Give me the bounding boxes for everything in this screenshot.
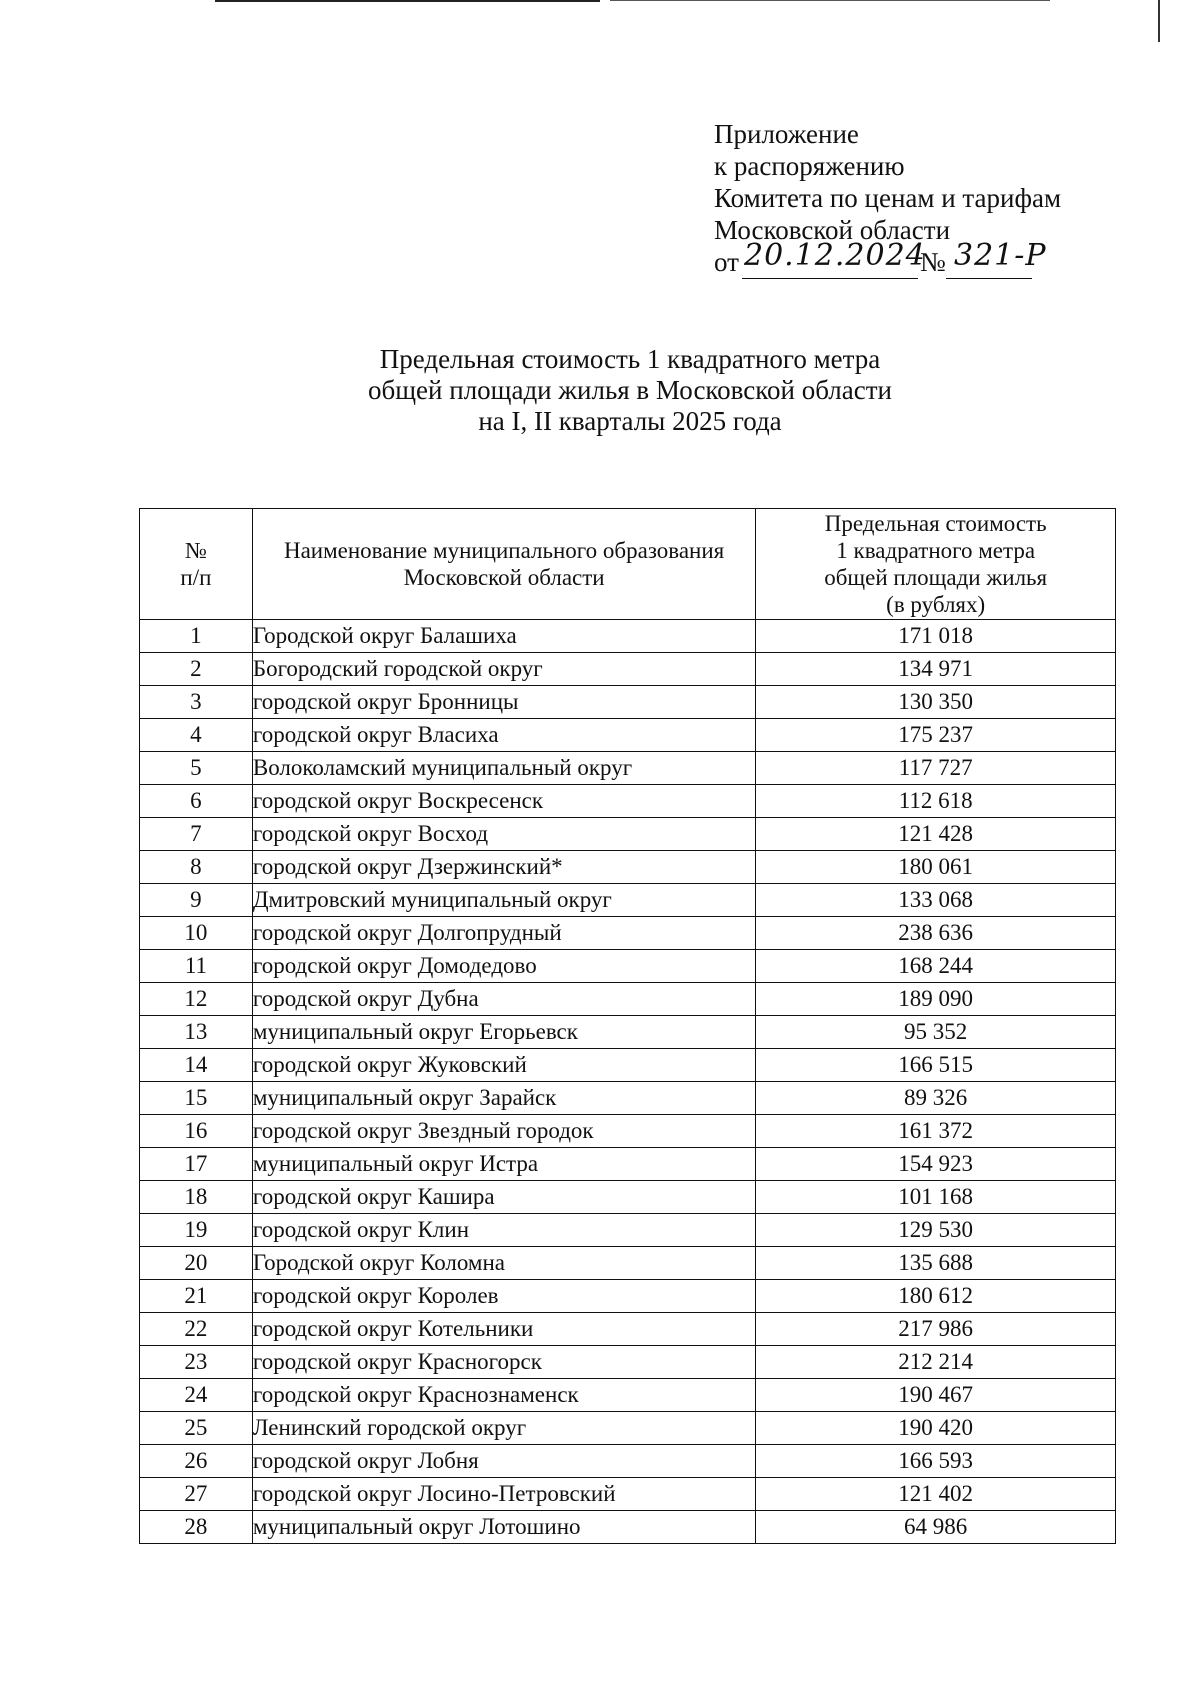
table-row — [140, 1379, 1116, 1412]
municipality-name: городской округ Красногорск — [252, 1346, 755, 1379]
price-value: 166 593 — [756, 1445, 1116, 1478]
price-value: 190 467 — [756, 1379, 1116, 1412]
price-value: 161 372 — [756, 1115, 1116, 1148]
appendix-line: к распоряжению — [714, 151, 905, 181]
municipality-name: Городской округ Коломна — [252, 1247, 755, 1280]
scan-edge-line — [215, 0, 600, 2]
price-value: 133 068 — [756, 884, 1116, 917]
table-row — [140, 785, 1116, 818]
header-num — [140, 509, 253, 620]
municipality-name: городской округ Дубна — [252, 983, 755, 1016]
municipality-name: городской округ Долгопрудный — [252, 917, 755, 950]
price-value: 117 727 — [756, 752, 1116, 785]
municipality-name: городской округ Клин — [252, 1214, 755, 1247]
table-row — [140, 752, 1116, 785]
table-row — [140, 1313, 1116, 1346]
table-row — [140, 1445, 1116, 1478]
table-row — [140, 1049, 1116, 1082]
price-value: 95 352 — [756, 1016, 1116, 1049]
table-row — [140, 818, 1116, 851]
row-number: 11 — [140, 950, 253, 983]
row-number: 15 — [140, 1082, 253, 1115]
row-number: 12 — [140, 983, 253, 1016]
price-value: 212 214 — [756, 1346, 1116, 1379]
price-value: 64 986 — [756, 1511, 1116, 1544]
table-row — [140, 620, 1116, 653]
price-value: 134 971 — [756, 653, 1116, 686]
row-number: 20 — [140, 1247, 253, 1280]
price-value: 101 168 — [756, 1181, 1116, 1214]
municipality-name: городской округ Воскресенск — [252, 785, 755, 818]
appendix-line: Приложение — [714, 119, 859, 149]
price-value: 217 986 — [756, 1313, 1116, 1346]
row-number: 16 — [140, 1115, 253, 1148]
row-number: 3 — [140, 686, 253, 719]
row-number: 27 — [140, 1478, 253, 1511]
table-row — [140, 1016, 1116, 1049]
handwritten-date: 20.12.2024 — [744, 238, 926, 273]
table-row — [140, 1280, 1116, 1313]
table-row — [140, 1247, 1116, 1280]
row-number: 21 — [140, 1280, 253, 1313]
price-value: 112 618 — [756, 785, 1116, 818]
municipality-name: Городской округ Балашиха — [252, 620, 755, 653]
header-text: Московской области — [403, 565, 605, 590]
row-number: 6 — [140, 785, 253, 818]
row-number: 10 — [140, 917, 253, 950]
row-number: 7 — [140, 818, 253, 851]
row-number: 9 — [140, 884, 253, 917]
title-line: общей площади жилья в Московской области — [368, 375, 892, 405]
reference-line — [714, 238, 1061, 286]
municipality-name: муниципальный округ Зарайск — [252, 1082, 755, 1115]
row-number: 13 — [140, 1016, 253, 1049]
price-value: 238 636 — [756, 917, 1116, 950]
date-prefix: от — [714, 247, 739, 277]
municipality-name: муниципальный округ Егорьевск — [252, 1016, 755, 1049]
header-text: Наименование муниципального образования — [283, 538, 725, 563]
header-text: Предельная стоимость — [824, 511, 1047, 536]
price-value: 121 402 — [756, 1478, 1116, 1511]
municipality-name: городской округ Домодедово — [252, 950, 755, 983]
municipality-name: городской округ Краснознаменск — [252, 1379, 755, 1412]
price-value: 180 612 — [756, 1280, 1116, 1313]
row-number: 8 — [140, 851, 253, 884]
row-number: 5 — [140, 752, 253, 785]
municipality-name: Волоколамский муниципальный округ — [252, 752, 755, 785]
price-value: 166 515 — [756, 1049, 1116, 1082]
municipality-name: городской округ Власиха — [252, 719, 755, 752]
table-row — [140, 1412, 1116, 1445]
municipality-name: городской округ Восход — [252, 818, 755, 851]
table-row — [140, 653, 1116, 686]
table-row — [140, 950, 1116, 983]
header-name — [252, 509, 755, 620]
municipality-name: городской округ Лобня — [252, 1445, 755, 1478]
header-text: (в рублях) — [886, 592, 986, 617]
row-number: 26 — [140, 1445, 253, 1478]
table-row — [140, 1148, 1116, 1181]
row-number: 14 — [140, 1049, 253, 1082]
municipality-name: городской округ Котельники — [252, 1313, 755, 1346]
table-row — [140, 1511, 1116, 1544]
appendix-line: Комитета по ценам и тарифам — [714, 183, 1062, 213]
table-row — [140, 851, 1116, 884]
price-value: 129 530 — [756, 1214, 1116, 1247]
price-value: 189 090 — [756, 983, 1116, 1016]
date-underline — [742, 278, 918, 279]
row-number: 2 — [140, 653, 253, 686]
header-text: 1 квадратного метра — [836, 538, 1036, 563]
title-line: на I, II кварталы 2025 года — [478, 406, 782, 436]
scan-edge-mark — [1158, 0, 1160, 42]
header-text: п/п — [180, 565, 212, 590]
table-row — [140, 917, 1116, 950]
table-row — [140, 1181, 1116, 1214]
price-value: 171 018 — [756, 620, 1116, 653]
table-row — [140, 686, 1116, 719]
number-prefix: № — [920, 247, 946, 277]
row-number: 4 — [140, 719, 253, 752]
municipality-name: городской округ Королев — [252, 1280, 755, 1313]
municipality-name: Богородский городской округ — [252, 653, 755, 686]
row-number: 24 — [140, 1379, 253, 1412]
municipality-name: Дмитровский муниципальный округ — [252, 884, 755, 917]
price-value: 121 428 — [756, 818, 1116, 851]
table-row — [140, 1115, 1116, 1148]
row-number: 1 — [140, 620, 253, 653]
header-text: общей площади жилья — [824, 565, 1048, 590]
row-number: 19 — [140, 1214, 253, 1247]
table-header-row — [140, 509, 1116, 620]
price-value: 175 237 — [756, 719, 1116, 752]
municipality-name: городской округ Дзержинский* — [252, 851, 755, 884]
municipality-name: городской округ Звездный городок — [252, 1115, 755, 1148]
row-number: 23 — [140, 1346, 253, 1379]
appendix-block — [714, 118, 1061, 286]
table-row — [140, 1478, 1116, 1511]
table-row — [140, 1214, 1116, 1247]
document-title — [240, 344, 1020, 437]
price-value: 135 688 — [756, 1247, 1116, 1280]
appendix-line: Московской области — [714, 215, 951, 245]
table-row — [140, 983, 1116, 1016]
price-value: 180 061 — [756, 851, 1116, 884]
row-number: 17 — [140, 1148, 253, 1181]
row-number: 25 — [140, 1412, 253, 1445]
municipality-name: городской округ Кашира — [252, 1181, 755, 1214]
price-value: 168 244 — [756, 950, 1116, 983]
price-value: 154 923 — [756, 1148, 1116, 1181]
handwritten-number: 321-Р — [954, 238, 1047, 273]
table-row — [140, 1346, 1116, 1379]
municipality-name: Ленинский городской округ — [252, 1412, 755, 1445]
row-number: 18 — [140, 1181, 253, 1214]
municipality-name: муниципальный округ Лотошино — [252, 1511, 755, 1544]
table-row — [140, 884, 1116, 917]
number-underline — [946, 278, 1032, 279]
price-value: 130 350 — [756, 686, 1116, 719]
row-number: 22 — [140, 1313, 253, 1346]
header-price — [756, 509, 1116, 620]
title-line: Предельная стоимость 1 квадратного метра — [379, 344, 881, 374]
price-table — [139, 508, 1116, 1544]
municipality-name: городской округ Бронницы — [252, 686, 755, 719]
price-value: 190 420 — [756, 1412, 1116, 1445]
municipality-name: городской округ Жуковский — [252, 1049, 755, 1082]
table-row — [140, 719, 1116, 752]
municipality-name: муниципальный округ Истра — [252, 1148, 755, 1181]
row-number: 28 — [140, 1511, 253, 1544]
header-text: № — [184, 538, 207, 563]
scan-edge-line — [610, 0, 1050, 1]
price-value: 89 326 — [756, 1082, 1116, 1115]
table-row — [140, 1082, 1116, 1115]
municipality-name: городской округ Лосино-Петровский — [252, 1478, 755, 1511]
